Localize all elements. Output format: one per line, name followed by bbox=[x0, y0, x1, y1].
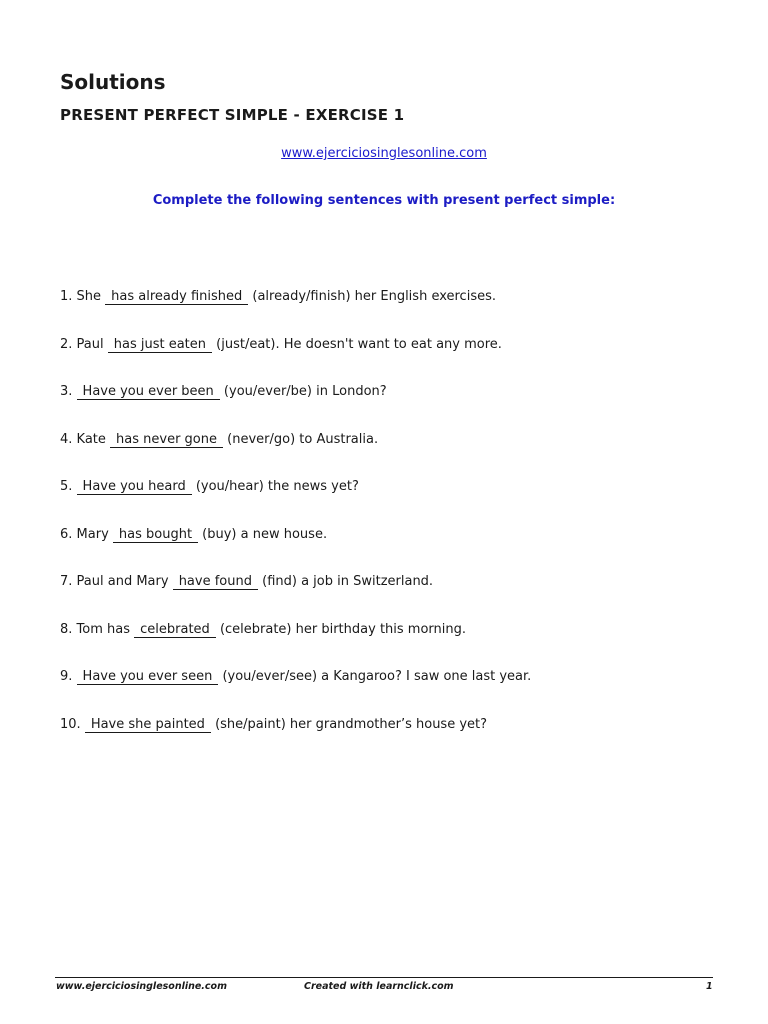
question-suffix: (you/ever/see) a Kangaroo? I saw one last year. bbox=[218, 669, 532, 684]
question-suffix: (you/hear) the news yet? bbox=[191, 479, 359, 494]
question-item bbox=[60, 478, 720, 526]
question-prefix: 8. Tom has bbox=[60, 621, 135, 637]
answer-blank: Have she painted bbox=[85, 718, 211, 733]
question-item bbox=[60, 668, 720, 716]
instruction-text: Complete the following sentences with present perfect simple: bbox=[152, 193, 616, 208]
question-suffix: (already/finish) her English exercises. bbox=[248, 289, 496, 304]
answer-blank: Have you heard bbox=[77, 480, 192, 495]
question-suffix: (find) a job in Switzerland. bbox=[257, 574, 434, 589]
footer-page-number: 1 bbox=[706, 981, 713, 992]
question-suffix: (buy) a new house. bbox=[198, 526, 328, 542]
question-prefix: 9. bbox=[60, 669, 77, 684]
answer-blank: has bought bbox=[113, 528, 198, 543]
question-prefix: 2. Paul bbox=[60, 336, 108, 352]
exercise-subtitle: PRESENT PERFECT SIMPLE - EXERCISE 1 bbox=[60, 106, 405, 124]
question-item bbox=[60, 526, 720, 574]
question-item bbox=[60, 573, 720, 621]
question-suffix: (celebrate) her birthday this morning. bbox=[215, 621, 466, 637]
question-suffix: (she/paint) her grandmother’s house yet? bbox=[210, 716, 488, 732]
question-item bbox=[60, 383, 720, 431]
answer-blank: has never gone bbox=[110, 433, 223, 448]
answer-blank: Have you ever seen bbox=[77, 670, 219, 685]
footer-divider bbox=[55, 977, 713, 978]
question-item bbox=[60, 621, 720, 669]
answer-blank: celebrated bbox=[134, 623, 216, 638]
site-link-container bbox=[0, 146, 768, 161]
answer-blank: has already finished bbox=[105, 290, 248, 305]
question-item bbox=[60, 716, 720, 764]
answer-blank: have found bbox=[173, 575, 258, 590]
question-prefix: 10. bbox=[60, 716, 85, 732]
question-item bbox=[60, 288, 720, 336]
question-prefix: 6. Mary bbox=[60, 526, 113, 542]
question-suffix: (never/go) to Australia. bbox=[223, 431, 379, 447]
question-prefix: 4. Kate bbox=[60, 431, 111, 447]
answer-blank: Have you ever been bbox=[77, 385, 220, 400]
question-prefix: 5. bbox=[60, 479, 77, 494]
questions-list bbox=[60, 288, 720, 763]
site-link[interactable]: www.ejerciciosinglesonline.com bbox=[281, 146, 487, 161]
answer-blank: has just eaten bbox=[108, 338, 212, 353]
question-item bbox=[60, 431, 720, 479]
question-prefix: 7. Paul and Mary bbox=[60, 574, 173, 589]
footer-site: www.ejerciciosinglesonline.com bbox=[56, 981, 227, 992]
question-prefix: 1. She bbox=[60, 289, 106, 304]
footer-credit: Created with learnclick.com bbox=[304, 981, 454, 992]
question-item bbox=[60, 336, 720, 384]
question-suffix: (just/eat). He doesn't want to eat any more. bbox=[212, 336, 502, 352]
question-prefix: 3. bbox=[60, 384, 77, 399]
question-suffix: (you/ever/be) in London? bbox=[219, 384, 387, 399]
page-title: Solutions bbox=[60, 70, 166, 94]
